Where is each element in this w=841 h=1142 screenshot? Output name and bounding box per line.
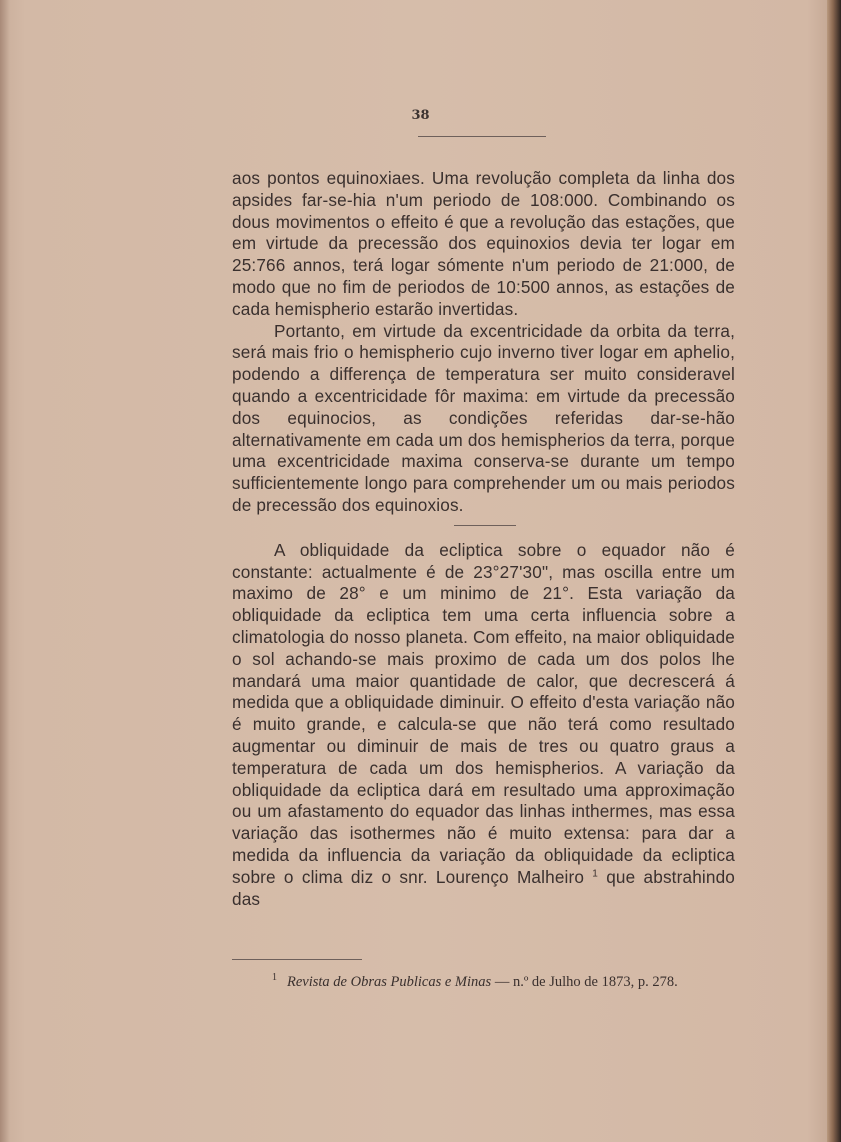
- paragraph-3-text: A obliquidade da ecliptica sobre o equador não é constante: actualmente é de 23°27'30", mas oscilla entre um maximo de 28° e um minimo de 21°. Esta variação da obliquidade da ecliptica tem uma certa influencia sobre a climatologia do nosso planeta. Com effeito, na maior obliquidade o sol achando-se mais proximo de cada um dos polos lhe mandará uma maior quantidade de calor, que decrescerá á medida que a obliquidade diminuir. O effeito d'esta variação não é muito grande, e calcula-se que não terá como resultado augmentar ou diminuir de mais de tres ou quatro graus a temperatura de cada um dos hemispherios. A variação da obliquidade da ecliptica dará em resultado uma approximação ou um afastamento do equador das linhas inthermes, mas essa variação das isothermes não é muito extensa: para dar a medida da influencia da variação da obliquidade da ecliptica sobre o clima diz o snr. Lourenço Malheiro: [232, 539, 735, 887]
- section-divider: [454, 525, 516, 526]
- paragraph-2: Portanto, em virtude da excentricidade da orbita da terra, será mais frio o hemispherio cujo inverno tiver logar em aphelio, podendo a differença de temperatura ser muito consideravel quando a excentricidade fôr maxima: em virtude da precessão dos equinocios, as condições referidas dar-se-hão alternativamente em cada um dos hemispherios da terra, porque uma excentricidade maxima conserva-se durante um tempo sufficientemente longo para comprehender um ou mais periodos de precessão dos equinoxios.: [232, 320, 735, 515]
- footnote-citation: — n.º de Julho de 1873, p. 278.: [494, 973, 678, 990]
- paragraph-1: aos pontos equinoxiaes. Uma revolução completa da linha dos apsides far-se-hia n'um periodo de 108:000. Combinando os dous movimentos o effeito é que a revolução das estações, que em virtude da precessão dos equinoxios devia ter logar em 25:766 annos, terá logar sómente n'um periodo de 21:000, de modo que no fim de periodos de 10:500 annos, as estações de cada hemispherio estarão invertidas.: [232, 168, 735, 319]
- footnote-marker: 1: [272, 972, 277, 983]
- page-right-edge: [827, 0, 841, 1142]
- footnote-title: Revista de Obras Publicas e Minas: [287, 973, 492, 990]
- page-left-edge: [0, 0, 10, 1142]
- header-rule: [418, 136, 546, 137]
- page-number: 38: [411, 108, 430, 123]
- paragraph-3: [232, 540, 735, 911]
- footnote-reference: 1: [592, 867, 598, 879]
- paragraph-3-tail: que abstrahindo das: [232, 866, 735, 909]
- footnote-rule: [232, 959, 362, 960]
- footnote: [272, 972, 678, 991]
- body-text: [232, 168, 735, 910]
